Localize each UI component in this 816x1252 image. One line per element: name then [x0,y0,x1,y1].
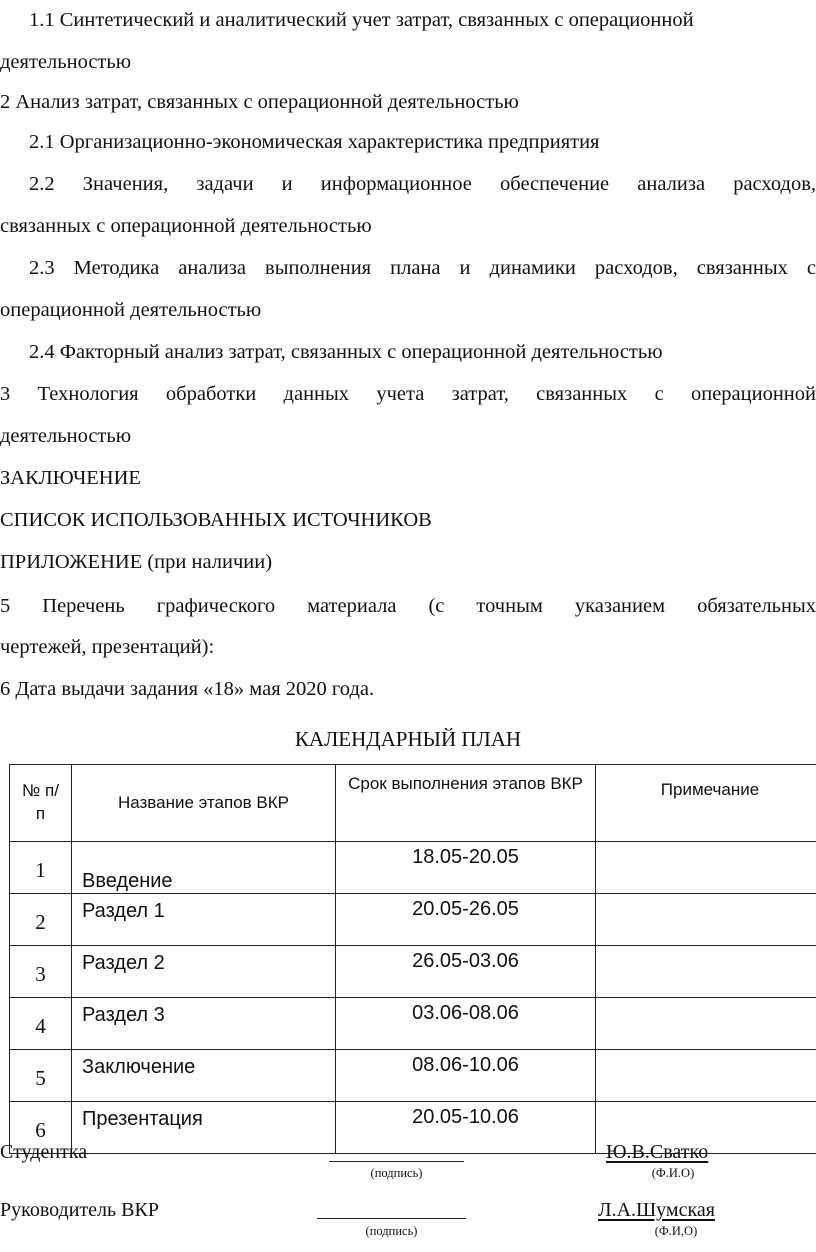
student-role-label: Студентка [0,1141,88,1163]
student-signature-line [329,1161,464,1162]
item-2-1: 2.1 Организационно-экономическая характеристика предприятия [29,131,600,153]
row-stage-name: Введение [72,842,336,894]
student-name: Ю.В.Сватко [606,1141,709,1163]
calendar-plan-title: КАЛЕНДАРНЫЙ ПЛАН [294,727,522,751]
item-5-line-1: 5 Перечень графического материала (с точным указанием обязательных [0,595,816,617]
student-signature-hint: (подпись) [370,1166,423,1180]
row-note [596,894,816,946]
row-note [596,842,816,894]
item-1-1-line-1: 1.1 Синтетический и аналитический учет затрат, связанных с операционной [29,9,694,31]
supervisor-name: Л.А.Шумская [598,1199,715,1221]
row-stage-name: Раздел 1 [72,894,336,946]
row-stage-name: Раздел 3 [72,998,336,1050]
item-5-line-2: чертежей, презентаций): [0,636,215,658]
supervisor-fio-hint: (Ф.И,О) [654,1224,698,1238]
row-stage-name: Раздел 2 [72,946,336,998]
row-term: 20.05-10.06 [336,1102,596,1154]
col-header-note: Примечание [596,765,816,842]
appendix-heading: ПРИЛОЖЕНИЕ (при наличии) [0,551,273,573]
calendar-plan-table [9,764,816,1154]
table-row [10,946,816,998]
section-3-line-1: 3 Технология обработки данных учета затрат, связанных с операционной [0,383,816,405]
section-3-line-2: деятельностью [0,425,132,447]
row-note [596,1050,816,1102]
conclusion-heading: ЗАКЛЮЧЕНИЕ [0,467,141,489]
item-2-3-line-1: 2.3 Методика анализа выполнения плана и динамики расходов, связанных с [29,257,816,279]
row-term: 03.06-08.06 [336,998,596,1050]
item-2-2-line-2: связанных с операционной деятельностью [0,215,372,237]
table-row [10,998,816,1050]
section-2-heading: 2 Анализ затрат, связанных с операционной деятельностью [0,91,519,113]
row-term: 20.05-26.05 [336,894,596,946]
row-term: 26.05-03.06 [336,946,596,998]
references-heading: СПИСОК ИСПОЛЬЗОВАННЫХ ИСТОЧНИКОВ [0,509,432,531]
row-num: 5 [10,1050,72,1102]
student-fio-hint: (Ф.И.О) [651,1166,695,1180]
table-row [10,894,816,946]
supervisor-signature-hint: (подпись) [365,1224,418,1238]
table-row [10,1050,816,1102]
row-note [596,998,816,1050]
col-header-term: Срок выполнения этапов ВКР [336,765,596,842]
row-num: 3 [10,946,72,998]
item-2-4: 2.4 Факторный анализ затрат, связанных с операционной деятельностью [29,341,663,363]
row-num: 4 [10,998,72,1050]
table-header-row [10,765,816,842]
item-2-2-line-1: 2.2 Значения, задачи и информационное обеспечение анализа расходов, [29,173,816,195]
row-num: 1 [10,842,72,894]
item-2-3-line-2: операционной деятельностью [0,299,262,321]
row-term: 18.05-20.05 [336,842,596,894]
col-header-name: Название этапов ВКР [72,765,336,842]
table-row [10,842,816,894]
row-term: 08.06-10.06 [336,1050,596,1102]
row-num: 6 [10,1102,72,1154]
supervisor-signature-line [317,1218,466,1219]
row-num: 2 [10,894,72,946]
item-1-1-line-2: деятельностью [0,51,132,73]
row-stage-name: Заключение [72,1050,336,1102]
item-6-issue-date: 6 Дата выдачи задания «18» мая 2020 года. [0,678,375,700]
col-header-num: № п/п [10,765,72,842]
row-note [596,946,816,998]
row-stage-name: Презентация [72,1102,336,1154]
supervisor-role-label: Руководитель ВКР [0,1199,159,1221]
